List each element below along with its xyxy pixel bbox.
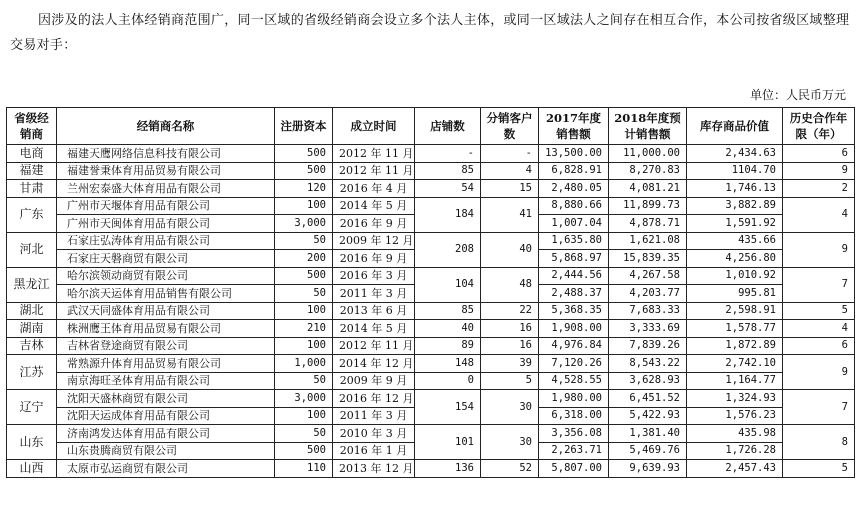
cell-founded: 2014 年 5 月 [333, 197, 415, 215]
cell-sales-2017: 6,318.00 [539, 407, 609, 425]
cell-inventory: 1,010.92 [687, 267, 783, 285]
cell-capital: 100 [275, 302, 333, 320]
table-row [7, 145, 855, 163]
cell-dealer-name: 吉林省登途商贸有限公司 [57, 337, 275, 355]
cell-capital: 500 [275, 145, 333, 163]
cell-clients: 41 [481, 197, 539, 232]
unit-label: 单位：人民币万元 [749, 88, 846, 102]
cell-capital: 500 [275, 267, 333, 285]
cell-capital: 210 [275, 320, 333, 338]
cell-clients: 16 [481, 320, 539, 338]
cell-region: 湖北 [7, 302, 57, 320]
cell-clients: 39 [481, 355, 539, 373]
cell-inventory: 2,434.63 [687, 145, 783, 163]
cell-clients: 30 [481, 425, 539, 460]
cell-dealer-name: 石家庄天磐商贸有限公司 [57, 250, 275, 268]
header-capital: 注册资本 [275, 108, 333, 145]
cell-capital: 50 [275, 372, 333, 390]
cell-years: 4 [783, 197, 855, 232]
header-stores: 店铺数 [415, 108, 481, 145]
cell-dealer-name: 沈阳天运成体育用品有限公司 [57, 407, 275, 425]
cell-sales-2017: 2,444.56 [539, 267, 609, 285]
cell-inventory: 1,726.28 [687, 442, 783, 460]
cell-dealer-name: 太原市弘运商贸有限公司 [57, 460, 275, 478]
table-row [7, 355, 855, 373]
cell-clients: 16 [481, 337, 539, 355]
table-row [7, 302, 855, 320]
cell-years: 7 [783, 390, 855, 425]
cell-region: 辽宁 [7, 390, 57, 425]
cell-region: 电商 [7, 145, 57, 163]
cell-inventory: 435.66 [687, 232, 783, 250]
cell-region: 湖南 [7, 320, 57, 338]
cell-region: 广东 [7, 197, 57, 232]
cell-capital: 500 [275, 442, 333, 460]
header-dealer-name: 经销商名称 [57, 108, 275, 145]
cell-sales-2017: 6,828.91 [539, 162, 609, 180]
cell-years: 7 [783, 267, 855, 302]
cell-years: 6 [783, 145, 855, 163]
table-row [7, 197, 855, 215]
cell-dealer-name: 山东贵腾商贸有限公司 [57, 442, 275, 460]
table-row [7, 337, 855, 355]
cell-dealer-name: 济南鸿发达体育用品有限公司 [57, 425, 275, 443]
cell-dealer-name: 株洲鹰王体育用品贸易有限公司 [57, 320, 275, 338]
table-row [7, 162, 855, 180]
cell-sales-2018: 9,639.93 [609, 460, 687, 478]
header-sales-2018: 2018年度预计销售额 [609, 108, 687, 145]
cell-stores: 0 [415, 372, 481, 390]
cell-sales-2017: 5,807.00 [539, 460, 609, 478]
cell-founded: 2011 年 3 月 [333, 407, 415, 425]
cell-founded: 2016 年 3 月 [333, 267, 415, 285]
cell-years: 9 [783, 355, 855, 390]
cell-clients: 15 [481, 180, 539, 198]
cell-capital: 50 [275, 425, 333, 443]
header-founded: 成立时间 [333, 108, 415, 145]
cell-capital: 500 [275, 162, 333, 180]
cell-capital: 3,000 [275, 215, 333, 233]
cell-inventory: 1,746.13 [687, 180, 783, 198]
cell-sales-2018: 4,878.71 [609, 215, 687, 233]
cell-sales-2018: 5,422.93 [609, 407, 687, 425]
cell-sales-2018: 11,899.73 [609, 197, 687, 215]
cell-capital: 110 [275, 460, 333, 478]
cell-stores: 85 [415, 162, 481, 180]
cell-years: 9 [783, 162, 855, 180]
cell-region: 吉林 [7, 337, 57, 355]
cell-region: 河北 [7, 232, 57, 267]
cell-sales-2017: 7,120.26 [539, 355, 609, 373]
header-region: 省级经销商 [7, 108, 57, 145]
cell-founded: 2009 年 9 月 [333, 372, 415, 390]
cell-inventory: 1,324.93 [687, 390, 783, 408]
cell-founded: 2016 年 4 月 [333, 180, 415, 198]
cell-sales-2017: 2,263.71 [539, 442, 609, 460]
cell-region: 山西 [7, 460, 57, 478]
cell-dealer-name: 兰州宏泰盛大体育用品有限公司 [57, 180, 275, 198]
cell-stores: 184 [415, 197, 481, 232]
cell-dealer-name: 广州市天堰体育用品有限公司 [57, 197, 275, 215]
cell-founded: 2016 年 1 月 [333, 442, 415, 460]
cell-stores: 104 [415, 267, 481, 302]
cell-stores: 208 [415, 232, 481, 267]
cell-dealer-name: 武汉天同盛体育用品有限公司 [57, 302, 275, 320]
cell-region: 福建 [7, 162, 57, 180]
table-row [7, 372, 855, 390]
header-sales-2017: 2017年度销售额 [539, 108, 609, 145]
cell-founded: 2012 年 11 月 [333, 162, 415, 180]
cell-inventory: 4,256.80 [687, 250, 783, 268]
cell-stores: 136 [415, 460, 481, 478]
cell-sales-2018: 1,621.08 [609, 232, 687, 250]
header-years: 历史合作年限（年） [783, 108, 855, 145]
cell-founded: 2012 年 11 月 [333, 145, 415, 163]
cell-founded: 2011 年 3 月 [333, 285, 415, 303]
cell-region: 甘肃 [7, 180, 57, 198]
cell-sales-2018: 1,381.40 [609, 425, 687, 443]
cell-sales-2017: 1,980.00 [539, 390, 609, 408]
cell-years: 5 [783, 460, 855, 478]
cell-dealer-name: 常熟源升体育用品贸易有限公司 [57, 355, 275, 373]
cell-sales-2018: 5,469.76 [609, 442, 687, 460]
cell-capital: 100 [275, 337, 333, 355]
cell-years: 9 [783, 232, 855, 267]
table-row [7, 232, 855, 250]
cell-inventory: 435.98 [687, 425, 783, 443]
cell-stores: 89 [415, 337, 481, 355]
cell-sales-2017: 1,007.04 [539, 215, 609, 233]
cell-sales-2018: 15,839.35 [609, 250, 687, 268]
cell-clients: 52 [481, 460, 539, 478]
cell-years: 8 [783, 425, 855, 460]
cell-years: 4 [783, 320, 855, 338]
table-header-row [7, 108, 855, 145]
table-row [7, 267, 855, 285]
cell-dealer-name: 哈尔滨天运体育用品销售有限公司 [57, 285, 275, 303]
cell-clients: 4 [481, 162, 539, 180]
cell-sales-2017: 4,976.84 [539, 337, 609, 355]
cell-stores: 40 [415, 320, 481, 338]
cell-sales-2018: 8,543.22 [609, 355, 687, 373]
cell-clients: 48 [481, 267, 539, 302]
dealer-table [6, 107, 855, 478]
cell-sales-2017: 5,868.97 [539, 250, 609, 268]
header-clients: 分销客户数 [481, 108, 539, 145]
cell-capital: 100 [275, 407, 333, 425]
cell-sales-2018: 4,203.77 [609, 285, 687, 303]
cell-years: 2 [783, 180, 855, 198]
cell-capital: 1,000 [275, 355, 333, 373]
cell-stores: 148 [415, 355, 481, 373]
cell-inventory: 2,598.91 [687, 302, 783, 320]
table-row [7, 460, 855, 478]
cell-inventory: 1,872.89 [687, 337, 783, 355]
cell-sales-2017: 8,880.66 [539, 197, 609, 215]
cell-sales-2017: 4,528.55 [539, 372, 609, 390]
cell-inventory: 1104.70 [687, 162, 783, 180]
cell-capital: 200 [275, 250, 333, 268]
cell-inventory: 1,591.92 [687, 215, 783, 233]
cell-founded: 2016 年 12 月 [333, 390, 415, 408]
cell-founded: 2010 年 3 月 [333, 425, 415, 443]
cell-founded: 2013 年 6 月 [333, 302, 415, 320]
cell-sales-2018: 11,000.00 [609, 145, 687, 163]
cell-dealer-name: 石家庄弘涛体育用品有限公司 [57, 232, 275, 250]
table-row [7, 390, 855, 408]
cell-inventory: 1,164.77 [687, 372, 783, 390]
cell-sales-2017: 3,356.08 [539, 425, 609, 443]
cell-inventory: 2,742.10 [687, 355, 783, 373]
cell-dealer-name: 福建天鹰网络信息科技有限公司 [57, 145, 275, 163]
cell-founded: 2009 年 12 月 [333, 232, 415, 250]
cell-capital: 120 [275, 180, 333, 198]
cell-clients: 30 [481, 390, 539, 425]
cell-capital: 3,000 [275, 390, 333, 408]
cell-founded: 2016 年 9 月 [333, 250, 415, 268]
cell-founded: 2014 年 5 月 [333, 320, 415, 338]
cell-capital: 50 [275, 285, 333, 303]
cell-dealer-name: 福建誉秉体育用品贸易有限公司 [57, 162, 275, 180]
cell-sales-2017: 5,368.35 [539, 302, 609, 320]
cell-years: 6 [783, 337, 855, 355]
cell-inventory: 995.81 [687, 285, 783, 303]
cell-clients: 22 [481, 302, 539, 320]
cell-sales-2017: 1,635.80 [539, 232, 609, 250]
cell-founded: 2013 年 12 月 [333, 460, 415, 478]
cell-stores: 54 [415, 180, 481, 198]
cell-stores: - [415, 145, 481, 163]
cell-region: 江苏 [7, 355, 57, 390]
cell-stores: 85 [415, 302, 481, 320]
cell-founded: 2014 年 12 月 [333, 355, 415, 373]
cell-sales-2017: 1,908.00 [539, 320, 609, 338]
cell-dealer-name: 哈尔滨领动商贸有限公司 [57, 267, 275, 285]
cell-founded: 2016 年 9 月 [333, 215, 415, 233]
cell-sales-2018: 6,451.52 [609, 390, 687, 408]
cell-stores: 154 [415, 390, 481, 425]
cell-inventory: 1,578.77 [687, 320, 783, 338]
cell-inventory: 2,457.43 [687, 460, 783, 478]
cell-clients: 40 [481, 232, 539, 267]
table-row [7, 180, 855, 198]
cell-sales-2017: 13,500.00 [539, 145, 609, 163]
cell-clients: 5 [481, 372, 539, 390]
cell-dealer-name: 沈阳天盛林商贸有限公司 [57, 390, 275, 408]
cell-inventory: 3,882.89 [687, 197, 783, 215]
cell-sales-2018: 4,267.58 [609, 267, 687, 285]
cell-sales-2017: 2,480.05 [539, 180, 609, 198]
cell-sales-2018: 3,333.69 [609, 320, 687, 338]
cell-region: 黑龙江 [7, 267, 57, 302]
cell-inventory: 1,576.23 [687, 407, 783, 425]
cell-capital: 50 [275, 232, 333, 250]
cell-dealer-name: 广州市天闽体育用品有限公司 [57, 215, 275, 233]
table-row [7, 425, 855, 443]
cell-sales-2018: 3,628.93 [609, 372, 687, 390]
cell-clients: - [481, 145, 539, 163]
header-inventory: 库存商品价值 [687, 108, 783, 145]
cell-stores: 101 [415, 425, 481, 460]
table-row [7, 320, 855, 338]
cell-sales-2018: 8,270.83 [609, 162, 687, 180]
cell-sales-2017: 2,488.37 [539, 285, 609, 303]
cell-years: 5 [783, 302, 855, 320]
intro-paragraph: 因涉及的法人主体经销商范围广，同一区域的省级经销商会设立多个法人主体，或同一区域法人之间存在相互合作，本公司按省级区域整理交易对手： [10, 13, 850, 53]
cell-sales-2018: 7,683.33 [609, 302, 687, 320]
cell-founded: 2012 年 11 月 [333, 337, 415, 355]
cell-capital: 100 [275, 197, 333, 215]
cell-sales-2018: 4,081.21 [609, 180, 687, 198]
cell-region: 山东 [7, 425, 57, 460]
cell-sales-2018: 7,839.26 [609, 337, 687, 355]
cell-dealer-name: 南京海旺圣体育用品有限公司 [57, 372, 275, 390]
